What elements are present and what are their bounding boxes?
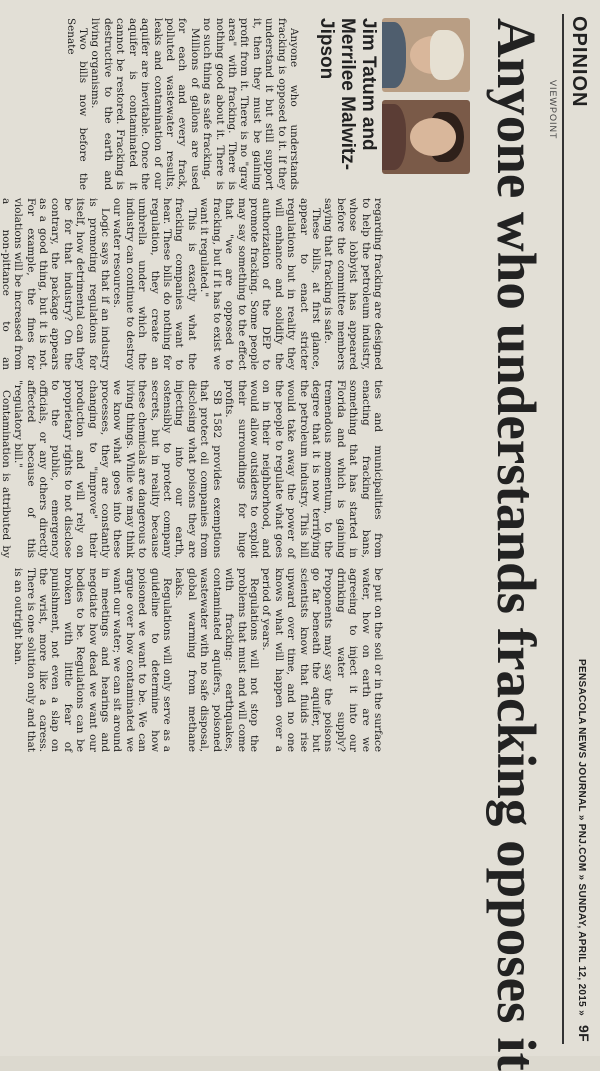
- paragraph: Contamination is attributed by: [0, 390, 12, 558]
- article-column-4: [0, 568, 384, 752]
- page-header-info: PENSACOLA NEWS JOURNAL » PNJ.COM » SUNDAY, APRIL 12, 2015 » 9F: [576, 659, 592, 1042]
- paragraph: Logic says that if an industry is promoting regulations for itself, how detrimental can they be for that industry? On the contrary, the package appears as a good thing, but it is not. For example, the fines for violations will be increased from a non-pittance to an: [0, 198, 112, 370]
- headline: Anyone who understands fracking opposes it: [486, 18, 547, 1071]
- article-column-3: [0, 380, 384, 558]
- byline: Jim Tatum and Merrilee Malwitz-Jipson: [316, 18, 379, 171]
- article-column-1: [64, 18, 300, 190]
- issue-date: SUNDAY, APRIL 12, 2015: [576, 883, 587, 1008]
- paragraph: Millions of gallons are used for each and every frack, polluted wastewater results, leaks and contamination of our aquifer are inevitable. Once the aquifer is contaminated it cannot be restored. Fracking is destructive to the earth and living organisms.: [89, 18, 201, 190]
- paragraph: SB 1582 provides exemptions that protect oil companies from disclosing what poisons they are injecting into our earth, ostensibly to protect company secrets, but in reality because these chemicals are dangerous to living things. While we may think we know what goes into these processes, they are constantly changing to "improve" their production and will rely on proprietary rights to not disclose to the public, emergency officials, or any others directly affected because of this "regulatory bill.": [12, 380, 223, 558]
- header-rule: [562, 14, 564, 1044]
- kicker: VIEWPOINT: [548, 80, 558, 140]
- paragraph: be put on the soil or in the surface water, how on earth are we agreeing to inject it into our drinking water supply? Proponents may say the poisons go far beneath the aquifer, but scientists know that fluids rise upward over time, and no one knows what will happen over a period of years.: [260, 568, 384, 752]
- paragraph: Anyone who understands fracking is opposed to it. If they understand it but still support it, then they must be gaining profit from it. There is no "gray area" with fracking. There is nothing good about it. There is no such thing as safe fracking.: [201, 18, 300, 190]
- paragraph: This is exactly what the fracking companies want to hear. These bills do nothing for regulation, they create an umbrella under which the industry can continue to destroy our water resources.: [111, 198, 198, 370]
- paragraph: Regulations will only serve as a guideline to determine how poisoned we want to be. We can argue over how contaminated we want our water; we can sit around in meetings and hearings and negotiate how dead we want our bodies to be. Regulations can be broken with little fear of punishment, not even a slap on the wrist, more like a caress. There is one solution only and that is an outright ban.: [12, 568, 174, 752]
- paragraph: ties and municipalities from enacting fracking bans, something that has started in Florida and which is gaining tremendous momentum, to the degree that it is now terrifying the petroleum industry. This bill would take away the power of the people to regulate what goes on in their neighborhood, and would allow outsiders to exploit their surroundings for huge profits.: [223, 380, 384, 558]
- section-label: OPINION: [568, 16, 590, 108]
- paragraph: Two bills now before the Senate: [64, 18, 90, 190]
- author-photo-1: [382, 18, 470, 92]
- paragraph: These bills, at first glance, appear to enact stricter regulations but in reality they will enhance and solidify the authorization of the DEP to promote fracking. Some people may say something to the effect that "we are opposed to fracking, but if it has to exist we want it regulated.": [198, 198, 322, 370]
- publication-name: PENSACOLA NEWS JOURNAL: [576, 659, 587, 812]
- site-name: PNJ.COM: [576, 823, 587, 872]
- author-photo-2: [382, 100, 470, 174]
- article-column-2: [0, 198, 384, 370]
- paragraph: regarding fracking are designed to help the petroleum industry, whose lobbyist has appeared before the committee members saying that fracking is safe.: [322, 198, 384, 370]
- paragraph: Regulations will not stop the problems that must and will come with fracking: earthquakes, contaminated aquifers, poisoned wastewater with no safe disposal, global warming from methane leaks.: [173, 568, 260, 752]
- page-number: 9F: [576, 1025, 592, 1042]
